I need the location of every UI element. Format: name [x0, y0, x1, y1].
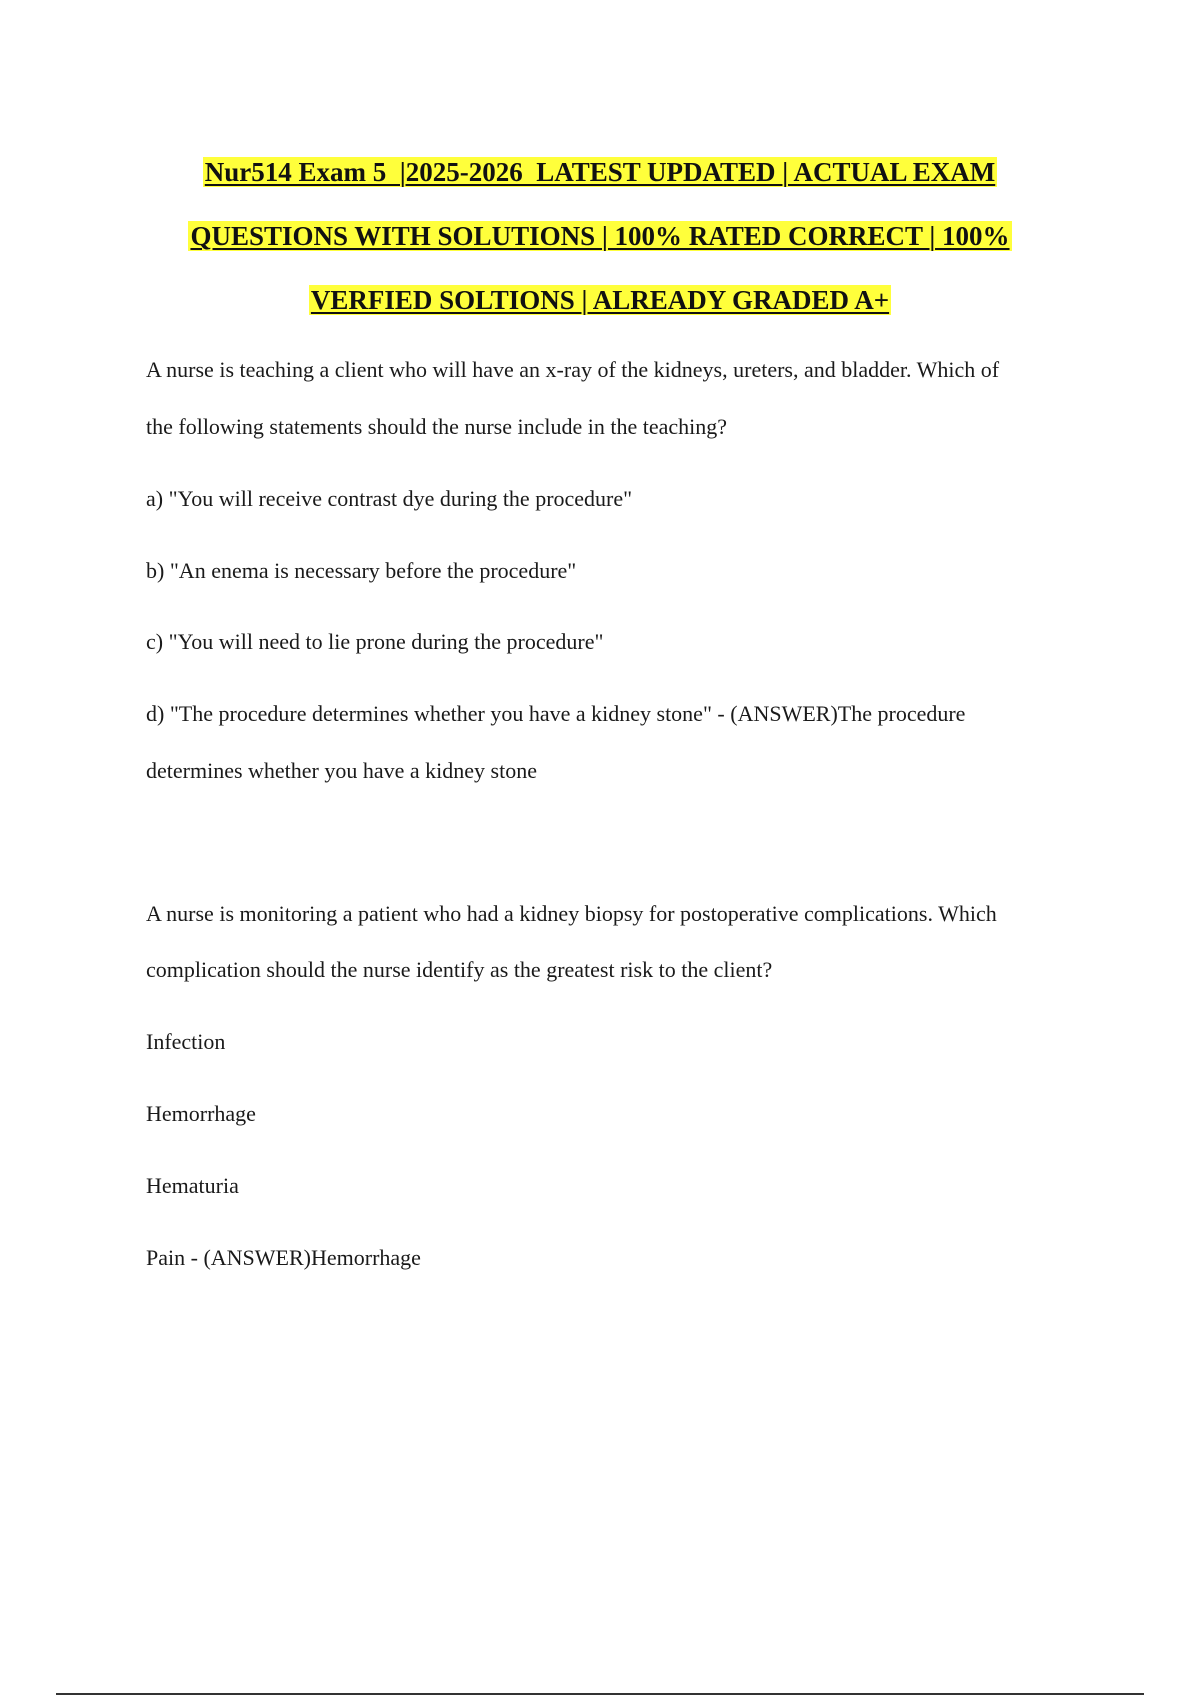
title-line	[0, 140, 1200, 204]
question-2-stem-line-1: A nurse is monitoring a patient who had a kidney biopsy for postoperative complications. Which	[146, 901, 997, 926]
title-line	[0, 268, 1200, 332]
title-line-text: Nur514 Exam 5 |2025-2026 LATEST UPDATED | ACTUAL EXAM	[204, 157, 996, 187]
title-line-text: QUESTIONS WITH SOLUTIONS | 100% RATED CORRECT | 100%	[190, 221, 1010, 251]
question-2-option-3: Hematuria	[146, 1173, 239, 1198]
question-1-answer-continuation: determines whether you have a kidney stone	[146, 758, 537, 783]
page-bottom-divider	[56, 1693, 1144, 1695]
question-2-option-4: Pain - (ANSWER)Hemorrhage	[146, 1245, 421, 1270]
title-line-text: VERFIED SOLTIONS | ALREADY GRADED A+	[310, 285, 890, 315]
title-line	[0, 204, 1200, 268]
question-2-option-1: Infection	[146, 1029, 226, 1054]
question-1-option-b: b) "An enema is necessary before the procedure"	[146, 558, 577, 583]
document-title	[0, 140, 1200, 332]
question-2-stem-line-2: complication should the nurse identify as the greatest risk to the client?	[146, 957, 773, 982]
question-2-option-2: Hemorrhage	[146, 1101, 256, 1126]
question-1-option-a: a) "You will receive contrast dye during the procedure"	[146, 486, 633, 511]
question-1-option-c: c) "You will need to lie prone during the procedure"	[146, 629, 604, 654]
question-1-stem-line-2: the following statements should the nurse include in the teaching?	[146, 414, 728, 439]
question-1-stem-line-1: A nurse is teaching a client who will have an x-ray of the kidneys, ureters, and bladder. Which of	[146, 357, 1000, 382]
question-1-option-d: d) "The procedure determines whether you have a kidney stone" - (ANSWER)The procedure	[146, 701, 966, 726]
